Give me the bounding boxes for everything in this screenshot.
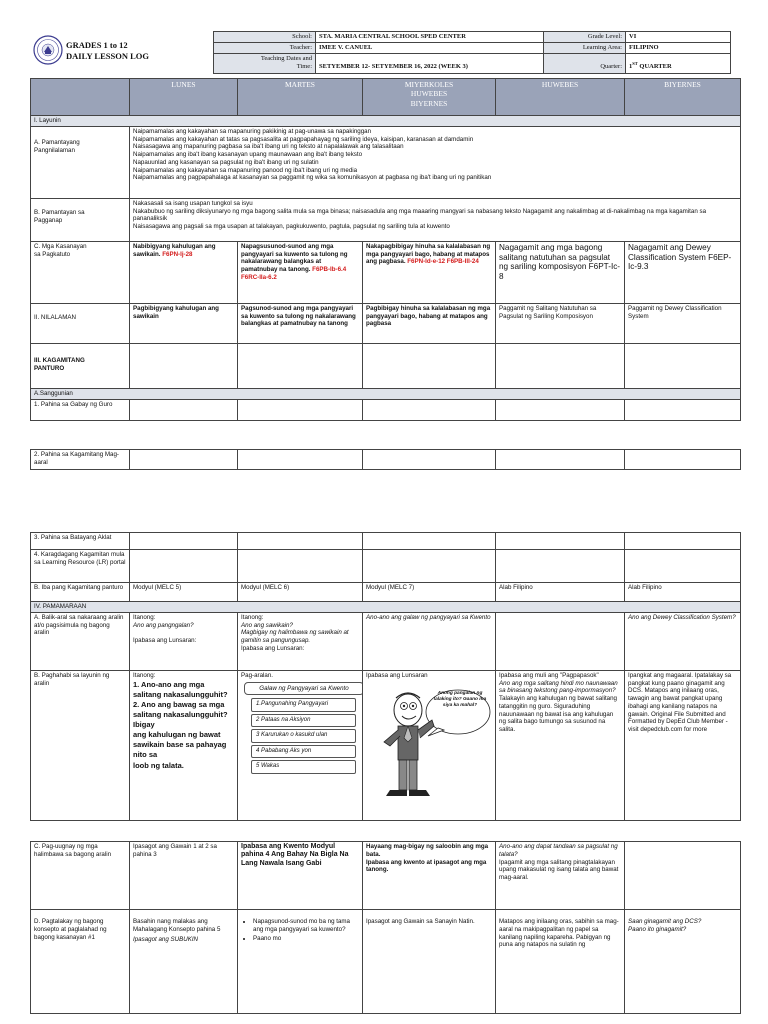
- paghahabi-lunes: [130, 670, 238, 820]
- kasanayan-martes-code: F6PB-Ib-6.4 F6RC-IIa-6.2: [241, 266, 347, 281]
- pag-huwebes-a: Ipabasa ang muli ang "Pagpapasok": [499, 671, 599, 679]
- kasanayan-huwebes: Nagagamit ang mga bagong salitang natutuhan sa pagsulat ng sariling komposisyon F6PT-Ic-8: [496, 241, 625, 303]
- cell: [130, 533, 238, 550]
- kasanayan-lunes-code: F6PN-Ij-28: [162, 250, 193, 258]
- day-header-3-line3: BIYERNES: [410, 98, 448, 108]
- cell: [625, 343, 741, 388]
- area-value: FILIPINO: [626, 43, 731, 54]
- kasanayan-lunes-text: Nabibigyang kahulugan ang sawikain.: [133, 242, 216, 258]
- day-header-martes: MARTES: [238, 79, 363, 116]
- pag-martes-head: Pag-aralan.: [241, 671, 273, 679]
- iba-pang-miyerkoles: Modyul (MELC 7): [363, 583, 496, 602]
- cell: [496, 399, 625, 420]
- pag-lunes-a: Itanong:: [133, 671, 156, 679]
- teacher-label: Teacher:: [214, 43, 316, 54]
- cell: [238, 533, 363, 550]
- dates-label: [214, 54, 316, 73]
- karagdagang-label: 4. Karagdagang Kagamitan mula sa Learning Resource (LR) portal: [31, 550, 130, 583]
- quarter-suffix: ST: [632, 61, 638, 67]
- cell: [625, 450, 741, 470]
- cell: [625, 533, 741, 550]
- cell: [496, 450, 625, 470]
- kasanayan-biyernes: Nagagamit ang Dewey Classification System F6EP-Ic-9.3: [625, 241, 741, 303]
- pagganap-label-line1: B. Pamantayan sa: [34, 208, 85, 216]
- quarter-number: 1: [629, 63, 633, 71]
- cell: [238, 399, 363, 420]
- quarter-text: QUARTER: [637, 63, 672, 71]
- pagtalakay-biyernes-a: Saan ginagamit ang DCS?: [628, 918, 702, 925]
- pag-miyerkoles-text: Ipabasa ang Lunsaran: [366, 671, 428, 679]
- pag-lunes-e: ang kahulugan ng bawat sawikain base sa pahayag nito sa: [133, 730, 227, 760]
- pamantayang-line: Naipamamalas ang kakayahan sa mapanuring panood ng iba't ibang uri ng media: [133, 166, 358, 174]
- story-flow-step: 2 Pataas na Aksiyon: [251, 714, 356, 728]
- day-header-miyerkoles: [363, 79, 496, 116]
- balik-aral-biyernes: Ano ang Dewey Classification System?: [625, 612, 741, 670]
- cell: [130, 550, 238, 583]
- paghahabi-label: B. Paghahabi sa layunin ng aralin: [31, 670, 130, 820]
- pamantayang-label-line2: Pangnilalaman: [34, 146, 75, 154]
- pag-lunes-b: 1. Ano-ano ang mga salitang nakasalungguhit?: [133, 679, 228, 699]
- kasanayan-miyerkoles-text: Nakapagbibigay hinuha sa kalalabasan ng mga pangyayari bago, habang at matapos ang pagbasa.: [366, 242, 491, 266]
- kasanayan-label-line1: C. Mga Kasanayan: [34, 242, 87, 250]
- paghahabi-miyerkoles: [363, 670, 496, 820]
- grade-label: Grade Level:: [544, 32, 626, 43]
- pag-uugnay-lunes: Ipasagot ang Gawain 1 at 2 sa pahina 3: [130, 842, 238, 910]
- pag-lunes-d: Ibigay: [133, 720, 155, 729]
- pag-uugnay-miyerkoles-a: Hayaang mag-bigay ng saloobin ang mga bata.: [366, 843, 489, 858]
- balik-aral-martes: [238, 612, 363, 670]
- story-flow-step: 5 Wakas: [251, 760, 356, 774]
- cell: [496, 550, 625, 583]
- kasanayan-martes: [238, 241, 363, 303]
- balik-aral-miyerkoles: Ano-ano ang galaw ng pangyayari sa Kwento: [363, 612, 496, 670]
- balik-lunes-b: Ano ang pangngalan?: [133, 621, 194, 629]
- deped-seal-logo: [33, 35, 63, 65]
- list-item: • Napagsunod-sunod mo ba ng tama ang mga pangyayari sa kuwento?: [253, 918, 359, 934]
- pamantayang-line: Naipamamalas ang pagpapahalaga at kasanayan sa paggamit ng wika sa komunikasyon at pagbasa ng iba't ibang uri ng panitikan: [133, 174, 492, 182]
- iba-pang-biyernes: Alab Filipino: [625, 583, 741, 602]
- pagtalakay-lunes: [130, 910, 238, 1014]
- pamantayang-line: Naipamamalas ang iba't ibang kasanayan upang maunawaan ang iba't ibang teksto: [133, 151, 363, 158]
- cell: [363, 550, 496, 583]
- pagganap-label-line2: Pagganap: [34, 216, 63, 224]
- nilalaman-lunes: Pagbibigyang kahulugan ang sawikain: [130, 303, 238, 343]
- kasanayan-miyerkoles-code: F6PN-Id-e-12 F6PB-III-24: [407, 258, 479, 266]
- pagganap-line: Nakabubuo ng sariling diksiyunaryo ng mga bagong salita mula sa mga binasa; naisasadula ang mga maaaring mangyari sa nabasang teksto Nagagamit ang nakalimbag at di-nakalimbag na mga kagamitan sa pananaliksik: [133, 207, 707, 223]
- pagtalakay-lunes-a: Basahin nang malakas ang Mahalagang Konsepto pahina 5: [133, 918, 221, 933]
- kasanayan-label: [31, 241, 130, 303]
- story-flow-title: Galaw ng Pangyayari sa Kwento: [244, 682, 363, 696]
- cell: [496, 533, 625, 550]
- pamantayang-line: Napauunlad ang kasanayan sa pagsulat ng iba't ibang uri ng sulatin: [133, 158, 319, 166]
- pag-uugnay-martes: Ipabasa ang Kwento Modyul pahina 4 Ang Bahay Na Bigla Na Lang Nawala Isang Gabi: [238, 842, 363, 910]
- balik-martes-b: Ano ang sawikain?: [241, 621, 293, 629]
- dates-value: SETYEMBER 12- SETYEMBER 16, 2022 (WEEK 3): [316, 54, 544, 73]
- cell: [130, 450, 238, 470]
- gabay-label: 1. Pahina sa Gabay ng Guro: [31, 399, 130, 420]
- balik-aral-label: A. Balik-aral sa nakaraang aralin at/o pagsisimula ng bagong aralin: [31, 612, 130, 670]
- pagtalakay-lunes-b: Ipasagot ang SUBUKIN: [133, 935, 199, 943]
- cell: [625, 550, 741, 583]
- school-label: School:: [214, 32, 316, 43]
- lesson-log-table-3: [30, 841, 741, 1014]
- balik-martes-d: Ipabasa ang Lunsaran:: [241, 644, 305, 652]
- pagtalakay-biyernes-b: Paano ito ginagamit?: [628, 925, 687, 933]
- batayang-aklat-label: 3. Pahina sa Batayang Aklat: [31, 533, 130, 550]
- day-header-3-line2: HUWEBES: [410, 89, 448, 99]
- pagtalakay-label: D. Pagtalakay ng bagong konsepto at paglalahad ng bagong kasanayan #1: [31, 910, 130, 1014]
- paghahabi-huwebes: [496, 670, 625, 820]
- header-info-table: [213, 31, 731, 74]
- balik-martes-a: Itanong:: [241, 613, 264, 621]
- day-header-lunes: LUNES: [130, 79, 238, 116]
- area-label: Learning Area:: [544, 43, 626, 54]
- balik-martes-c: Magbigay ng halimbawa ng sawikain at gamitin sa pangungusap.: [241, 629, 349, 644]
- kagamitan-label: [31, 343, 130, 388]
- cell: [496, 612, 625, 670]
- title-line-1: GRADES 1 to 12: [66, 40, 128, 50]
- corner-cell: [31, 79, 130, 116]
- kasanayan-lunes: [130, 241, 238, 303]
- balik-lunes-c: Ipabasa ang Lunsaran:: [133, 637, 197, 645]
- balik-lunes-a: Itanong:: [133, 613, 156, 621]
- cell: [363, 450, 496, 470]
- title-line-2: DAILY LESSON LOG: [66, 50, 149, 61]
- pamantayang-label: [31, 126, 130, 198]
- pag-uugnay-huwebes: [496, 842, 625, 910]
- pamantayang-line: Naipamamalas ang kakayahan at tatas sa pagsasalita at pagpapahayag ng sariling ideya, kaisipan, karanasan at damdamin: [133, 135, 474, 143]
- quarter-label: Quarter:: [544, 54, 626, 73]
- lesson-log-table-1: [30, 78, 741, 421]
- nilalaman-miyerkoles: Pagbibigay hinuha sa kalalabasan ng mga pangyayari bago, habang at matapos ang pagbasa: [363, 303, 496, 343]
- pagtalakay-miyerkoles: Ipasagot ang Gawain sa Sanayin Natin.: [363, 910, 496, 1014]
- pamantayang-label-line1: A. Pamantayang: [34, 138, 80, 146]
- cell: [238, 550, 363, 583]
- grade-value: VI: [626, 32, 731, 43]
- nilalaman-martes: Pagsunod-sunod ang mga pangyayari sa kuwento sa tulong ng nakalarawang balangkas at pamatnubay na tanong: [238, 303, 363, 343]
- section-pamamaraan: IV. PAMAMARAAN: [31, 602, 741, 613]
- pag-huwebes-c: Talakayin ang kahulugan ng bawat salitang tatanggitin ng guro. Siguraduhing nauunawaan ng bawat isa ang kahulugan ng salita bago tumungo sa susunod na salita.: [499, 695, 617, 733]
- document-title: [66, 40, 149, 61]
- paghahabi-martes: [238, 670, 363, 820]
- cell: [130, 343, 238, 388]
- day-header-biyernes: BIYERNES: [625, 79, 741, 116]
- section-layunin: I. Layunin: [31, 116, 741, 127]
- day-header-3-line1: MIYERKOLES: [404, 80, 454, 89]
- cell: [625, 399, 741, 420]
- pamantayang-content: [130, 126, 741, 198]
- quarter-value: [626, 54, 731, 73]
- story-flow-step: 3 Karurukan o kasukd ulan: [251, 729, 356, 743]
- nilalaman-huwebes: Paggamit ng Salitang Natutuhan sa Pagsulat ng Sariling Komposisyon: [496, 303, 625, 343]
- story-flow-step: 1.Pangunahing Pangyayari: [251, 698, 356, 712]
- kasanayan-label-line2: sa Pagkatuto: [34, 250, 71, 258]
- pag-uugnay-label: C. Pag-uugnay ng mga halimbawa sa bagong aralin: [31, 842, 130, 910]
- pamantayang-line: Naipamamalas ang kakayahan sa mapanuring pakikinig at pag-unawa sa napakinggan: [133, 127, 372, 135]
- pagganap-content: [130, 198, 741, 241]
- cell: [363, 533, 496, 550]
- iba-pang-lunes: Modyul (MELC 5): [130, 583, 238, 602]
- teacher-value: IMEE V. CANUEL: [316, 43, 544, 54]
- section-sanggunian: A.Sanggunian: [31, 388, 741, 399]
- cell: [496, 343, 625, 388]
- cell: [363, 399, 496, 420]
- cell: [238, 450, 363, 470]
- cell: [238, 343, 363, 388]
- iba-pang-huwebes: Alab Filipino: [496, 583, 625, 602]
- cell: [625, 842, 741, 910]
- pamantayang-line: Naisasagawa ang mapanuring pagbasa sa iba't ibang uri ng teksto at napalalawak ang talasalitaan: [133, 143, 404, 151]
- pagganap-line: Naisasagawa ang pagsali sa mga usapan at talakayan, pagkukuwento, pagtula, pagsulat ng sariling tula at kuwento: [133, 223, 450, 230]
- day-header-huwebes: HUWEBES: [496, 79, 625, 116]
- kagamitan-label-line2: PANTURO: [34, 364, 65, 372]
- nilalaman-biyernes: Paggamit ng Dewey Classification System: [625, 303, 741, 343]
- pag-lunes-f: loob ng talata.: [133, 760, 184, 770]
- speech-bubble-text: Anong pangalan ng lalaking ito? Gaano ma siya ka mahal?: [433, 690, 487, 708]
- school-value: STA. MARIA CENTRAL SCHOOL SPED CENTER: [316, 32, 544, 43]
- lesson-log-table-2: [30, 532, 741, 821]
- list-item: • Paano mo: [253, 935, 359, 943]
- kasanayan-miyerkoles: [363, 241, 496, 303]
- dates-label-line1: Teaching Dates and: [260, 55, 312, 63]
- balik-aral-lunes: [130, 612, 238, 670]
- lesson-log-table-1b: [30, 449, 741, 470]
- pagtalakay-martes: [238, 910, 363, 1014]
- iba-pang-label: B. Iba pang Kagamitang panturo: [31, 583, 130, 602]
- kagamitang-mag-aaral-label: 2. Pahina sa Kagamitang Mag-aaral: [31, 450, 130, 470]
- cell: [363, 343, 496, 388]
- story-flow-step: 4 Pababang Aks yon: [251, 745, 356, 759]
- pagtalakay-martes-list: [241, 918, 359, 942]
- kasanayan-martes-text: Napagsusunod-sunod ang mga pangyayari sa kuwento sa tulong ng nakalarawang balangkas at pamatnubay na tanong.: [241, 242, 348, 273]
- pagganap-line: Nakasasali sa isang usapan tungkol sa isyu: [133, 199, 253, 207]
- paghahabi-biyernes: Ipangkat ang magaaral. Ipatalakay sa pangkat kung paano ginagamit ang DCS. Matapos ang inilaang oras, tawagin ang bawat pangkat upang ibahagi ang kanilang natapos na gawain. Original File Submitted and Formatted by DepEd Club Member - visit depedclub.com for more: [625, 670, 741, 820]
- pag-uugnay-huwebes-a: Ano-ano ang dapat tandaan sa pagsulat ng talata?: [499, 843, 618, 858]
- iba-pang-martes: Modyul (MELC 6): [238, 583, 363, 602]
- nilalaman-label: II. NILALAMAN: [31, 303, 130, 343]
- pagtalakay-huwebes: Matapos ang inilaang oras, sabihin sa mag-aaral na makipagpalitan ng papel sa kanilang napiling kapareha. Pabigyan ng puna ang natapos na sulatin ng: [496, 910, 625, 1014]
- pag-uugnay-miyerkoles-b: Ipabasa ang kwento at ipasagot ang mga tanong.: [366, 858, 487, 874]
- kagamitan-label-line1: III. KAGAMITANG: [34, 356, 85, 364]
- dates-label-line2: Time:: [296, 63, 312, 71]
- pag-uugnay-huwebes-b: Ipagamit ang mga salitang pinagtalakayan upang makasulat ng isang talata ang bawat mag-aaral.: [499, 858, 619, 881]
- pag-uugnay-miyerkoles: [363, 842, 496, 910]
- pagganap-label: [31, 198, 130, 241]
- pagtalakay-biyernes: [625, 910, 741, 1014]
- pag-lunes-c: 2. Ano ang bawag sa mga salitang nakasalungguhit?: [133, 699, 228, 719]
- pag-huwebes-b: Ano ang mga salitang hindi mo naunawaan sa binasang tekstong pang-impormasyon?: [499, 679, 618, 695]
- cell: [130, 399, 238, 420]
